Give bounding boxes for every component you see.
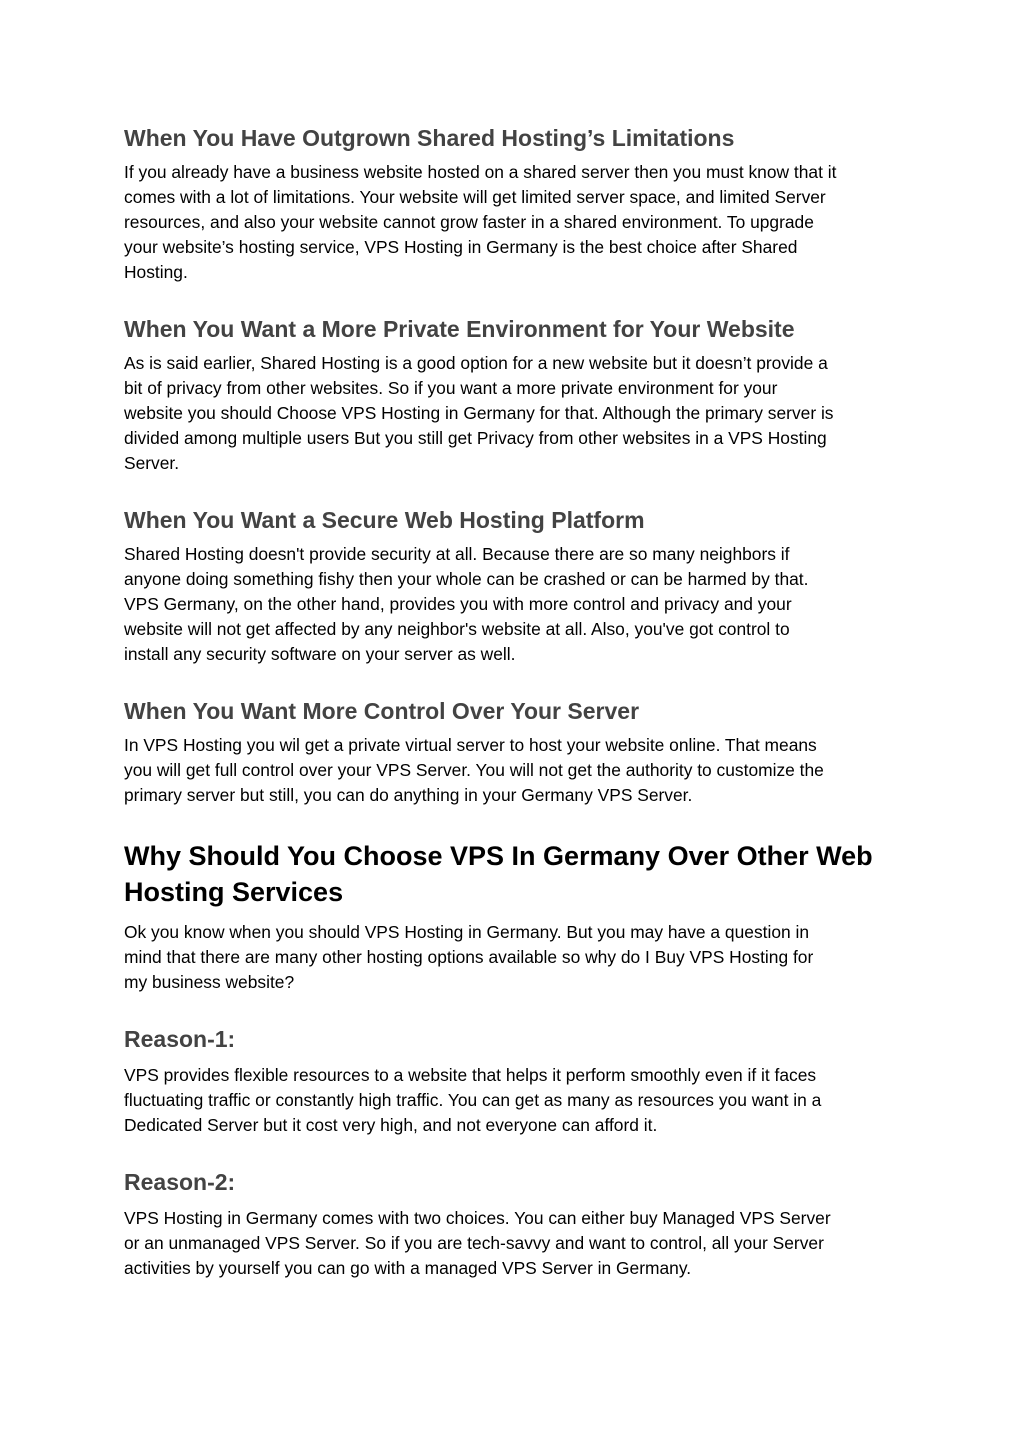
section-paragraph	[124, 542, 904, 667]
main-heading	[124, 838, 904, 910]
text-line: Hosting.	[124, 262, 188, 282]
text-line: If you already have a business website hosted on a shared server then you must know that it	[124, 162, 837, 182]
reason-heading: Reason-2:	[124, 1169, 236, 1195]
text-line: website will not get affected by any neighbor's website at all. Also, you've got control to	[124, 619, 790, 639]
text-line: Shared Hosting doesn't provide security at all. Because there are so many neighbors if	[124, 544, 790, 564]
text-line: In VPS Hosting you wil get a private virtual server to host your website online. That means	[124, 735, 817, 755]
text-line: Ok you know when you should VPS Hosting in Germany. But you may have a question in	[124, 922, 810, 942]
text-line: website you should Choose VPS Hosting in Germany for that. Although the primary server is	[124, 403, 834, 423]
text-line: Server.	[124, 453, 180, 473]
text-line: my business website?	[124, 972, 295, 992]
text-line: anyone doing something fishy then your whole can be crashed or can be harmed by that.	[124, 569, 809, 589]
text-line: activities by yourself you can go with a managed VPS Server in Germany.	[124, 1258, 692, 1278]
text-line: Dedicated Server but it cost very high, and not everyone can afford it.	[124, 1115, 658, 1135]
text-line: VPS Hosting in Germany comes with two choices. You can either buy Managed VPS Server	[124, 1208, 831, 1228]
section-heading: When You Want a Secure Web Hosting Platform	[124, 507, 645, 533]
text-line: bit of privacy from other websites. So if you want a more private environment for your	[124, 378, 778, 398]
section-paragraph	[124, 160, 904, 285]
text-line: VPS provides flexible resources to a website that helps it perform smoothly even if it faces	[124, 1065, 817, 1085]
text-line: resources, and also your website cannot grow faster in a shared environment. To upgrade	[124, 212, 814, 232]
section-heading: When You Want a More Private Environment for Your Website	[124, 316, 795, 342]
text-line: comes with a lot of limitations. Your website will get limited server space, and limited Server	[124, 187, 826, 207]
main-heading-line: Hosting Services	[124, 877, 344, 907]
section-heading: When You Want More Control Over Your Server	[124, 698, 640, 724]
text-line: install any security software on your server as well.	[124, 644, 516, 664]
text-line: mind that there are many other hosting options available so why do I Buy VPS Hosting for	[124, 947, 814, 967]
text-line: VPS Germany, on the other hand, provides you with more control and privacy and your	[124, 594, 792, 614]
text-line: your website’s hosting service, VPS Hosting in Germany is the best choice after Shared	[124, 237, 798, 257]
text-line: divided among multiple users But you still get Privacy from other websites in a VPS Hosting	[124, 428, 827, 448]
text-line: fluctuating traffic or constantly high traffic. You can get as many as resources you want in a	[124, 1090, 822, 1110]
text-line: primary server but still, you can do anything in your Germany VPS Server.	[124, 785, 693, 805]
intro-paragraph	[124, 920, 904, 995]
section-paragraph	[124, 351, 904, 476]
reason-heading: Reason-1:	[124, 1026, 236, 1052]
text-line: or an unmanaged VPS Server. So if you are tech-savvy and want to control, all your Server	[124, 1233, 824, 1253]
main-heading-line: Why Should You Choose VPS In Germany Over Other Web	[124, 841, 873, 871]
text-line: you will get full control over your VPS Server. You will not get the authority to customize the	[124, 760, 824, 780]
section-heading: When You Have Outgrown Shared Hosting’s Limitations	[124, 125, 735, 151]
text-line: As is said earlier, Shared Hosting is a good option for a new website but it doesn’t provide a	[124, 353, 828, 373]
section-paragraph	[124, 733, 904, 808]
reason-paragraph	[124, 1206, 904, 1281]
reason-paragraph	[124, 1063, 904, 1138]
